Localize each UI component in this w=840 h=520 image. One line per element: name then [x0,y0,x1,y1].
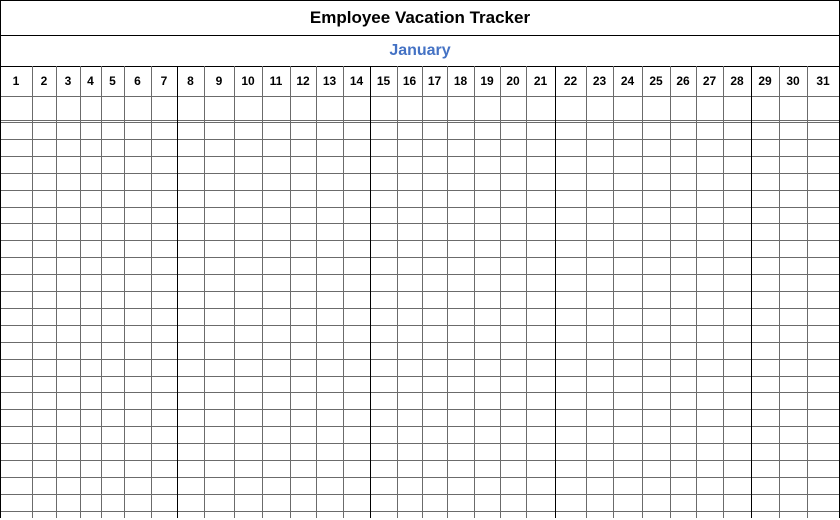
day-header-6: 6 [134,74,141,88]
day-header-15: 15 [376,74,391,88]
day-header-9: 9 [215,74,223,88]
day-header-3: 3 [64,74,72,88]
day-header-10: 10 [241,74,255,88]
day-header-11: 11 [269,74,283,88]
day-header-21: 21 [533,74,548,88]
sheet-title: Employee Vacation Tracker [0,0,840,36]
day-header-28: 28 [730,74,744,88]
day-header-1: 1 [12,74,20,88]
day-header-13: 13 [322,74,337,88]
day-header-26: 26 [676,74,690,88]
day-header-8: 8 [187,74,194,88]
day-header-24: 24 [620,74,635,88]
day-header-5: 5 [109,74,116,88]
day-header-2: 2 [40,74,48,88]
day-header-23: 23 [592,74,607,88]
day-header-19: 19 [480,74,494,88]
day-header-27: 27 [702,74,717,88]
day-header-4: 4 [87,74,94,88]
day-header-14: 14 [349,74,364,88]
day-header-31: 31 [816,74,830,88]
day-header-30: 30 [786,74,800,88]
day-header-7: 7 [160,74,168,88]
day-header-12: 12 [296,74,310,88]
day-header-16: 16 [402,74,417,88]
day-header-25: 25 [649,74,663,88]
day-header-17: 17 [427,74,442,88]
day-header-22: 22 [563,74,578,88]
day-header-29: 29 [758,74,772,88]
day-header-20: 20 [506,74,520,88]
day-header-18: 18 [453,74,468,88]
month-label: January [389,42,451,59]
